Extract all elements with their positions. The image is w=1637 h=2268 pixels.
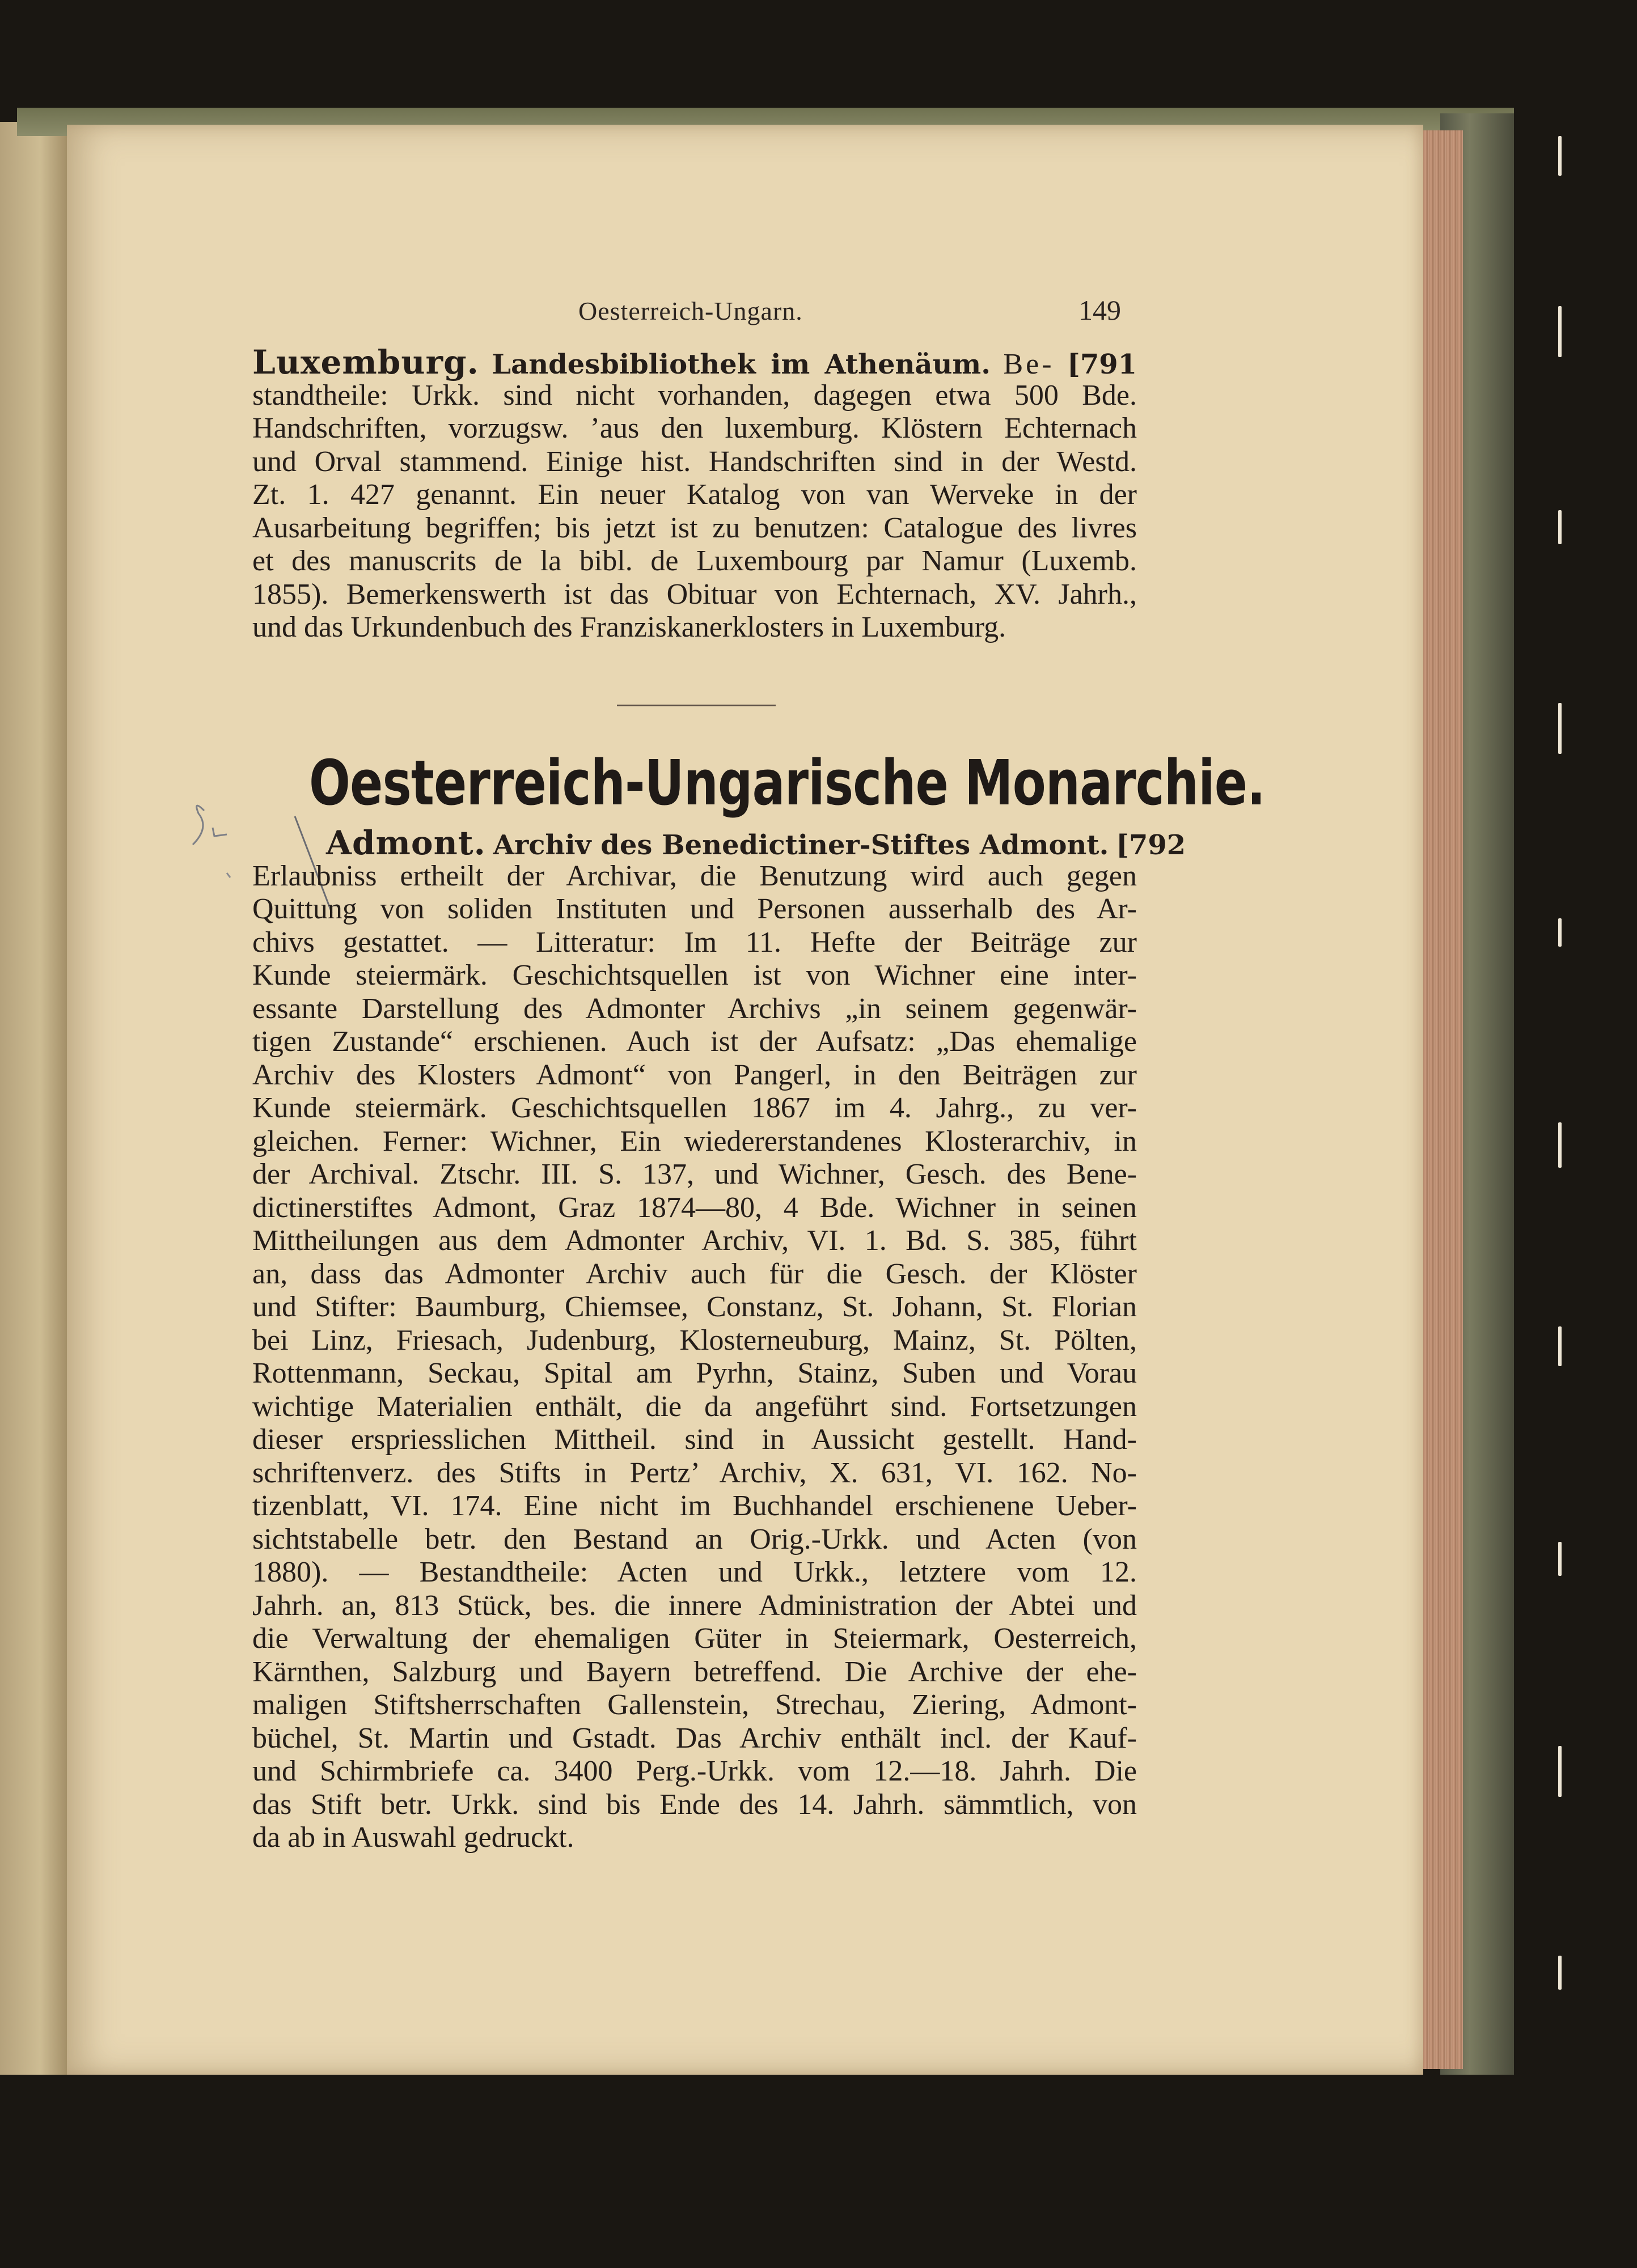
- scan-background-bottom: [0, 2075, 1637, 2268]
- text-line: wichtige Materialien enthält, die da angeführt sind. Fortsetzungen: [252, 1390, 1137, 1423]
- text-line: und das Urkundenbuch des Franziskanerklosters in Luxemburg.: [252, 611, 1006, 643]
- entry-791: [252, 343, 1137, 645]
- text-line: tigen Zustande“ erschienen. Auch ist der Aufsatz: „Das ehemalige: [252, 1025, 1137, 1058]
- text-line: der Archival. Ztschr. III. S. 137, und Wichner, Gesch. des Bene-: [252, 1158, 1137, 1190]
- text-line: Mittheilungen aus dem Admonter Archiv, VI. 1. Bd. S. 385, führt: [252, 1224, 1137, 1257]
- text-line: Quittung von soliden Instituten und Personen ausserhalb des Ar-: [252, 893, 1137, 925]
- entry-792-place: Admont.: [326, 824, 486, 862]
- text-line: schriftenverz. des Stifts in Pertz’ Archiv, X. 631, VI. 162. No-: [252, 1456, 1137, 1489]
- text-line: Rottenmann, Seckau, Spital am Pyrhn, Stainz, Suben und Vorau: [252, 1357, 1137, 1389]
- text-line: et des manuscrits de la bibl. de Luxembourg par Namur (Luxemb.: [252, 545, 1137, 577]
- scanner-registration-marks: [1554, 113, 1576, 2154]
- entry-791-number: [791: [1067, 349, 1137, 380]
- text-line: büchel, St. Martin und Gstadt. Das Archiv enthält incl. der Kauf-: [252, 1722, 1137, 1754]
- text-line: Handschriften, vorzugsw. ’aus den luxemburg. Klöstern Echternach: [252, 412, 1137, 444]
- text-line: 1855). Bemerkenswerth ist das Obituar von Echternach, XV. Jahrh.,: [252, 578, 1137, 611]
- left-page-edge: [0, 122, 67, 2117]
- entry-792-institution: Archiv des Benedictiner-Stiftes Admont.: [493, 829, 1109, 861]
- entry-791-place: Luxemburg.: [252, 343, 479, 381]
- text-line: Jahrh. an, 813 Stück, bes. die innere Administration der Abtei und: [252, 1589, 1137, 1622]
- entry-792-number: [792: [1116, 829, 1186, 861]
- text-line: Zt. 1. 427 genannt. Ein neuer Katalog von van Werveke in der: [252, 478, 1137, 511]
- text-line: und Schirmbriefe ca. 3400 Perg.-Urkk. vom 12.—18. Jahrh. Die: [252, 1755, 1137, 1787]
- text-line: Archiv des Klosters Admont“ von Pangerl, in den Beiträgen zur: [252, 1058, 1137, 1091]
- text-line: und Orval stammend. Einige hist. Handschriften sind in der Westd.: [252, 445, 1137, 478]
- page-number: 149: [1078, 294, 1121, 326]
- text-line: essante Darstellung des Admonter Archivs „in seinem gegenwär-: [252, 992, 1137, 1025]
- text-line: dictinerstiftes Admont, Graz 1874—80, 4 Bde. Wichner in seinen: [252, 1191, 1137, 1224]
- text-line: Kunde steiermärk. Geschichtsquellen 1867 im 4. Jahrg., zu ver-: [252, 1092, 1137, 1124]
- text-line: sichtstabelle betr. den Bestand an Orig.-Urkk. und Acten (von: [252, 1523, 1137, 1555]
- entry-791-first-line-rest: Be-: [1003, 348, 1055, 380]
- text-line: maligen Stiftsherrschaften Gallenstein, Strechau, Ziering, Admont-: [252, 1689, 1137, 1721]
- text-line: die Verwaltung der ehemaligen Güter in Steiermark, Oesterreich,: [252, 1622, 1137, 1655]
- text-line: bei Linz, Friesach, Judenburg, Klosterneuburg, Mainz, St. Pölten,: [252, 1324, 1137, 1356]
- section-heading: Oesterreich-Ungarische Monarchie.: [309, 747, 1266, 819]
- text-line: chivs gestattet. — Litteratur: Im 11. Hefte der Beiträge zur: [252, 926, 1137, 959]
- entry-792-first-line: [252, 824, 1186, 862]
- entry-791-lines: [252, 379, 1137, 645]
- text-line: da ab in Auswahl gedruckt.: [252, 1821, 574, 1854]
- text-line: Erlaubniss ertheilt der Archivar, die Benutzung wird auch gegen: [252, 859, 1137, 892]
- running-head: Oesterreich-Ungarn.: [578, 296, 803, 325]
- text-line: 1880). — Bestandtheile: Acten und Urkk., letztere vom 12.: [252, 1556, 1137, 1588]
- section-divider: [617, 705, 776, 706]
- entry-792: [252, 824, 1186, 1855]
- page-edges: [1418, 130, 1463, 2069]
- text-line: Kärnthen, Salzburg und Bayern betreffend. Die Archive der ehe-: [252, 1655, 1137, 1688]
- text-line: Kunde steiermärk. Geschichtsquellen ist von Wichner eine inter-: [252, 959, 1137, 991]
- text-line: und Stifter: Baumburg, Chiemsee, Constanz, St. Johann, St. Florian: [252, 1291, 1137, 1323]
- text-line: das Stift betr. Urkk. sind bis Ende des 14. Jahrh. sämmtlich, von: [252, 1788, 1137, 1821]
- text-line: an, dass das Admonter Archiv auch für die Gesch. der Klöster: [252, 1257, 1137, 1290]
- text-line: gleichen. Ferner: Wichner, Ein wiedererstandenes Klosterarchiv, in: [252, 1125, 1137, 1158]
- text-line: dieser erspriesslichen Mittheil. sind in Aussicht gestellt. Hand-: [252, 1423, 1137, 1456]
- entry-791-first-line: [252, 343, 1137, 381]
- text-line: Ausarbeitung begriffen; bis jetzt ist zu benutzen: Catalogue des livres: [252, 511, 1137, 544]
- entry-791-institution: Landesbibliothek im Athenäum.: [492, 349, 991, 380]
- text-line: standtheile: Urkk. sind nicht vorhanden, dagegen etwa 500 Bde.: [252, 379, 1137, 412]
- entry-792-lines: [252, 860, 1137, 1855]
- text-line: tizenblatt, VI. 174. Eine nicht im Buchhandel erschienene Ueber-: [252, 1490, 1137, 1522]
